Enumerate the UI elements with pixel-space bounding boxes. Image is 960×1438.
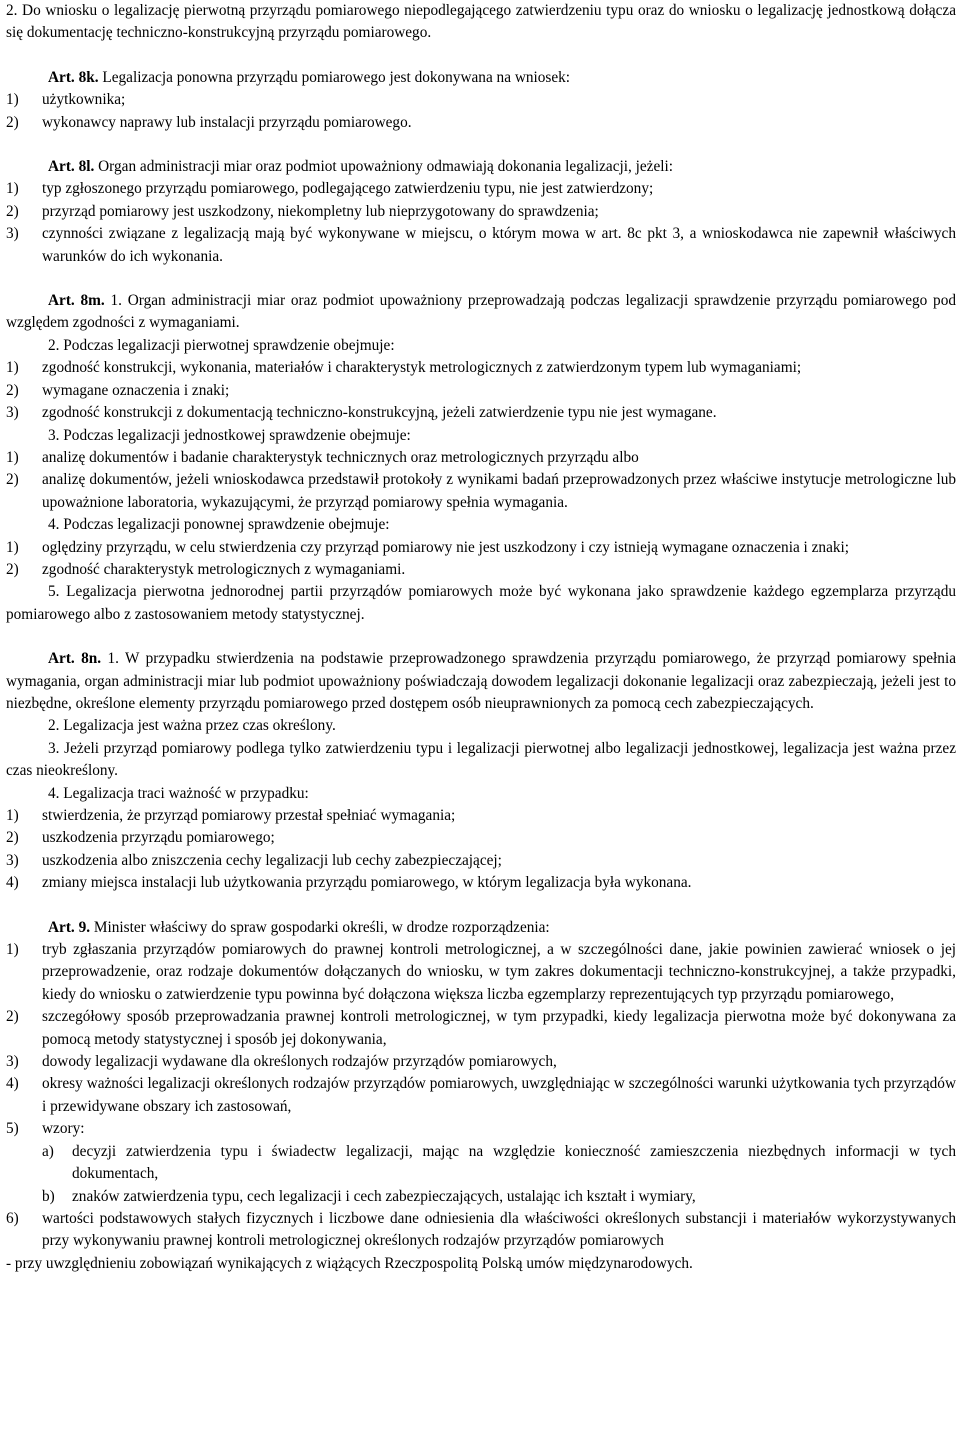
list-item-text: zgodność konstrukcji z dokumentacją techniczno-konstrukcyjną, jeżeli zatwierdzenie typu nie jest wymagane.: [42, 404, 717, 422]
list-item-number: 2): [6, 202, 19, 220]
paragraph-spacer: [6, 268, 956, 290]
numbered-paragraph: 5. Legalizacja pierwotna jednorodnej partii przyrządów pomiarowych może być wykonana jako sprawdzenie każdego egzemplarza przyrządu pomiarowego albo z zastosowaniem metody statystycznej.: [6, 583, 956, 623]
list-item-number: 2): [6, 471, 19, 489]
list-item-text: dowody legalizacji wydawane dla określonych rodzajów przyrządów pomiarowych,: [42, 1053, 557, 1071]
list-item-text: analizę dokumentów i badanie charakterystyk technicznych oraz metrologicznych przyrządu albo: [42, 448, 639, 466]
list-item-number: 5): [6, 1120, 19, 1138]
list-item: [6, 939, 956, 1006]
list-item-number: 1): [6, 180, 19, 198]
list-item-number: 6): [6, 1209, 19, 1227]
article-label: Art. 8l.: [48, 158, 95, 176]
list-item-text: znaków zatwierdzenia typu, cech legalizacji i cech zabezpieczających, ustalając ich kształt i wymiary,: [72, 1187, 696, 1205]
list-item-number: 1): [6, 359, 19, 377]
list-item-text: wzory:: [42, 1120, 85, 1138]
article-text: 1. Organ administracji miar oraz podmiot upoważniony przeprowadzają podczas legalizacji sprawdzenie przyrządu pomiarowego pod względem zgodności z wymaganiami.: [6, 292, 956, 332]
list-item-number: 2): [6, 829, 19, 847]
numbered-paragraph: 3. Jeżeli przyrząd pomiarowy podlega tylko zatwierdzeniu typu i legalizacji pierwotnej albo legalizacji jednostkowej, legalizacja jest ważna przez czas nieokreślony.: [6, 739, 956, 780]
list-item: [6, 89, 956, 111]
list-item: [6, 447, 956, 469]
list-item: [6, 850, 956, 872]
list-item-number: 4): [6, 1075, 19, 1093]
paragraph: - przy uwzględnieniu zobowiązań wynikających z wiążących Rzeczpospolitą Polską umów międzynarodowych.: [6, 1254, 693, 1272]
list-item-number: a): [42, 1142, 54, 1160]
list-item: [6, 178, 956, 200]
list-item: [6, 1073, 956, 1118]
article-label: Art. 8m.: [48, 292, 105, 310]
list-item-number: 2): [6, 381, 19, 399]
list-item-text: zgodność konstrukcji, wykonania, materiałów i charakterystyk metrologicznych z zatwierdzonym typem lub wymaganiami;: [42, 359, 802, 377]
list-item-number: b): [42, 1187, 55, 1205]
list-item: [6, 402, 956, 424]
list-item-text: zgodność charakterystyk metrologicznych z wymaganiami.: [42, 560, 406, 578]
list-item-number: 1): [6, 538, 19, 556]
list-item: [6, 223, 956, 268]
list-item-text: tryb zgłaszania przyrządów pomiarowych do prawnej kontroli metrologicznej, a w szczególności dane, jakie powinien zawierać wniosek o jej przeprowadzenie, oraz rodzaje dokumentów dołączanych do wniosku, w tym zakres dokumentacji techniczno-konstrukcyjnej, a także przypadki, kiedy do wniosku o zatwierdzenie typu powinna być dołączona większa liczba egzemplarzy reprezentujących typ przyrządu pomiarowego,: [42, 941, 956, 1003]
numbered-paragraph: 4. Legalizacja traci ważność w przypadku:: [48, 784, 309, 802]
list-item: [6, 112, 956, 134]
list-item: [6, 559, 956, 581]
list-item: [6, 380, 956, 402]
list-item-text: analizę dokumentów, jeżeli wnioskodawca przedstawił protokoły z wynikami badań przeprowadzonych przez właściwe instytucje metrologiczne lub upoważnione laboratoria, wykazującymi, że przyrząd pomiarowy spełnia wymagania.: [42, 471, 956, 511]
list-item-text: wartości podstawowych stałych fizycznych i liczbowe dane odniesienia dla właściwości określonych substancji i materiałów wykorzystywanych przy wykonywaniu prawnej kontroli metrologicznej określonych rodzajów przyrządów pomiarowych: [42, 1209, 956, 1250]
numbered-paragraph: 2. Podczas legalizacji pierwotnej sprawdzenie obejmuje:: [48, 336, 395, 354]
list-item: [6, 1118, 956, 1140]
list-item-text: decyzji zatwierdzenia typu i świadectw legalizacji, mając na względzie konieczność zamieszczenia niezbędnych informacji w tych dokumentach,: [72, 1142, 956, 1183]
numbered-paragraph: 4. Podczas legalizacji ponownej sprawdzenie obejmuje:: [48, 516, 390, 534]
list-item-text: wymagane oznaczenia i znaki;: [42, 381, 230, 399]
list-item: [6, 805, 956, 827]
article-label: Art. 9.: [48, 918, 91, 936]
sub-list-item: [6, 1186, 956, 1208]
sub-list-item: [6, 1141, 956, 1186]
article-label: Art. 8n.: [48, 650, 102, 668]
list-item-number: 1): [6, 807, 19, 824]
list-item: [6, 1051, 956, 1073]
list-item: [6, 357, 956, 379]
list-item-text: zmiany miejsca instalacji lub użytkowania przyrządu pomiarowego, w którym legalizacja była wykonana.: [42, 874, 692, 892]
article-paragraph: [6, 67, 956, 89]
list-item-number: 3): [6, 225, 19, 243]
article-paragraph: [6, 156, 956, 178]
paragraph: 2. Do wniosku o legalizację pierwotną przyrządu pomiarowego niepodlegającego zatwierdzeniu typu oraz do wniosku o legalizację jednostkową dołącza się dokumentację techniczno-konstrukcyjną przyrządu pomiarowego.: [6, 2, 956, 42]
list-item-number: 3): [6, 404, 19, 422]
list-item-number: 3): [6, 851, 19, 869]
list-item-number: 1): [6, 91, 19, 109]
list-item-text: szczegółowy sposób przeprowadzania prawnej kontroli metrologicznej, w tym przypadki, kiedy legalizacja pierwotna może być dokonywana za pomocą metody statystycznej i sposób jej dokonywania,: [42, 1008, 956, 1048]
list-item-text: stwierdzenia, że przyrząd pomiarowy przestał spełniać wymagania;: [42, 807, 456, 824]
list-item-number: 2): [6, 1008, 19, 1026]
list-item-text: typ zgłoszonego przyrządu pomiarowego, podlegającego zatwierdzeniu typu, nie jest zatwierdzony;: [42, 180, 654, 198]
list-item-text: wykonawcy naprawy lub instalacji przyrządu pomiarowego.: [42, 113, 412, 131]
article-paragraph: [6, 917, 956, 939]
list-item-text: uszkodzenia przyrządu pomiarowego;: [42, 829, 275, 847]
list-item-text: użytkownika;: [42, 91, 126, 109]
list-item: [6, 201, 956, 223]
article-label: Art. 8k.: [48, 68, 99, 86]
article-paragraph: [6, 290, 956, 335]
paragraph-spacer: [6, 895, 956, 917]
numbered-paragraph: 2. Legalizacja jest ważna przez czas określony.: [48, 717, 336, 735]
list-item-text: uszkodzenia albo zniszczenia cechy legalizacji lub cechy zabezpieczającej;: [42, 851, 502, 869]
article-text: Minister właściwy do spraw gospodarki określi, w drodze rozporządzenia:: [90, 918, 550, 936]
article-text: Legalizacja ponowna przyrządu pomiarowego jest dokonywana na wniosek:: [98, 68, 571, 86]
article-text: 1. W przypadku stwierdzenia na podstawie przeprowadzonego sprawdzenia przyrządu pomiarowego, że przyrząd pomiarowy spełnia wymagania, organ administracji miar lub podmiot upoważniony poświadczają dowodem legalizacji dokonanie legalizacji oraz zabezpieczają, jeżeli jest to niezbędne, określone elementy przyrządu pomiarowego przed dostępem osób nieuprawnionych za pomocą cech zabezpieczających.: [6, 650, 956, 712]
list-item-number: 2): [6, 560, 19, 578]
list-item-text: czynności związane z legalizacją mają być wykonywane w miejscu, o którym mowa w art. 8c pkt 3, a wnioskodawca nie zapewnił właściwych warunków do ich wykonania.: [42, 225, 956, 265]
article-text: Organ administracji miar oraz podmiot upoważniony odmawiają dokonania legalizacji, jeżeli:: [94, 158, 673, 176]
list-item: [6, 827, 956, 849]
list-item: [6, 537, 956, 559]
list-item-text: oględziny przyrządu, w celu stwierdzenia czy przyrząd pomiarowy nie jest uszkodzony i czy istnieją wymagane oznaczenia i znaki;: [42, 538, 850, 556]
article-paragraph: [6, 648, 956, 715]
list-item-text: okresy ważności legalizacji określonych rodzajów przyrządów pomiarowych, uwzględniając w szczególności warunki użytkowania tych przyrządów i przewidywane obszary ich zastosowań,: [42, 1075, 956, 1115]
list-item: [6, 469, 956, 514]
numbered-paragraph: 3. Podczas legalizacji jednostkowej sprawdzenie obejmuje:: [48, 426, 411, 444]
list-item: [6, 1006, 956, 1051]
list-item-text: przyrząd pomiarowy jest uszkodzony, niekompletny lub nieprzygotowany do sprawdzenia;: [42, 202, 599, 220]
list-item-number: 4): [6, 874, 19, 892]
list-item-number: 1): [6, 941, 19, 959]
list-item: [6, 872, 956, 894]
list-item-number: 3): [6, 1053, 19, 1071]
paragraph-spacer: [6, 134, 956, 156]
list-item: [6, 1208, 956, 1253]
paragraph-spacer: [6, 45, 956, 67]
list-item-number: 1): [6, 448, 19, 466]
paragraph-spacer: [6, 626, 956, 648]
list-item-number: 2): [6, 113, 19, 131]
